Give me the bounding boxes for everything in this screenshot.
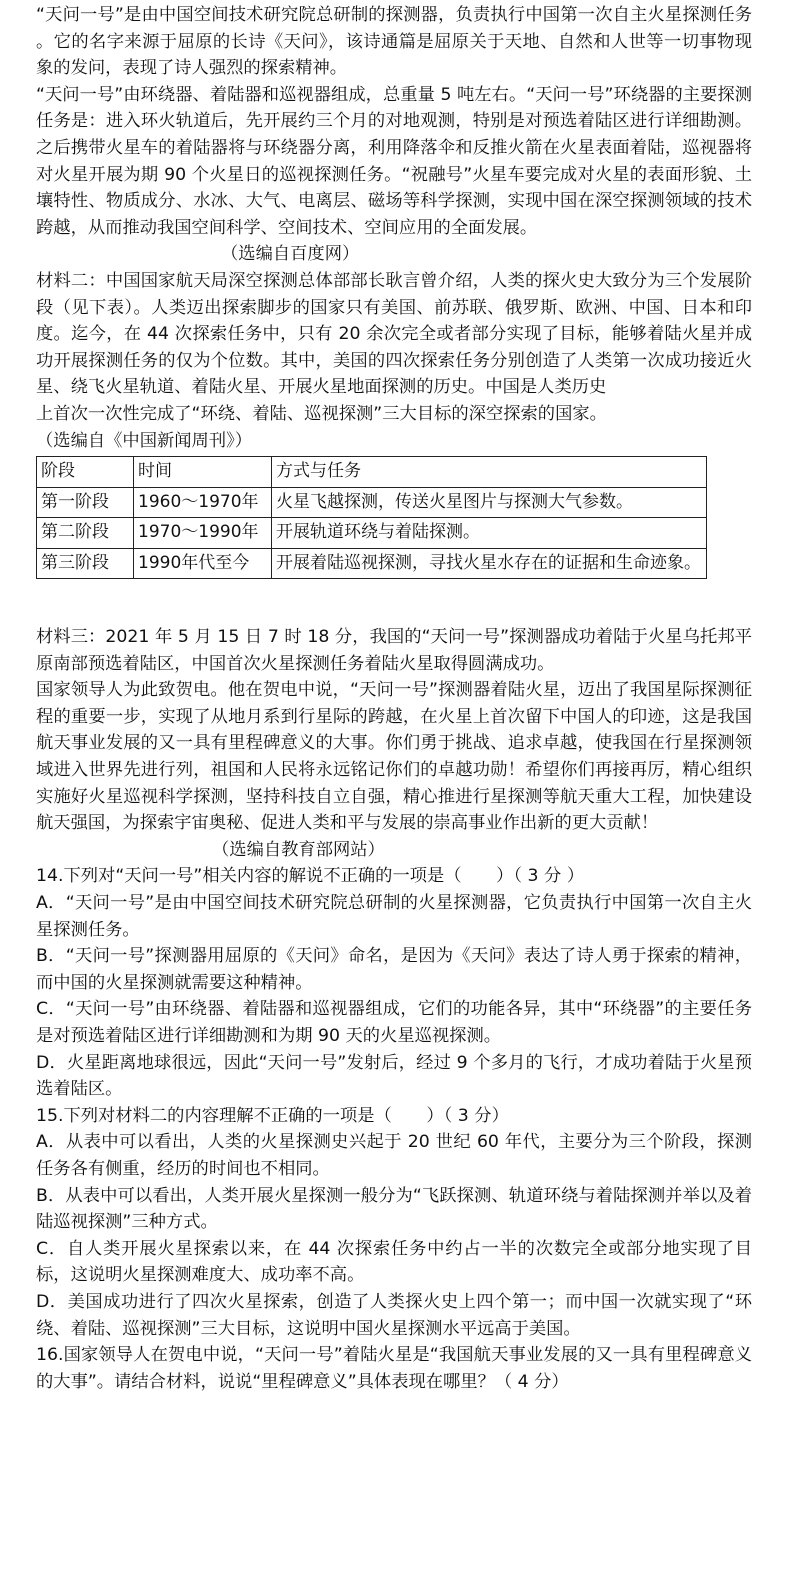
question-14-option-a: A．“天问一号”是由中国空间技术研究院总研制的火星探测器，它负责执行中国第一次自主火星探测任务。 — [36, 893, 752, 940]
material3-paragraph-2: 国家领导人为此致贺电。他在贺电中说，“天问一号”探测器着陆火星，迈出了我国星际探测征程的重要一步，实现了从地月系到行星际的跨越，在火星上首次留下中国人的印迹，这是我国航天事业发展的又一具有里程碑意义的大事。你们勇于挑战、追求卓越，使我国在行星探测领域进入世界先进行列，祖国和人民将永远铭记你们的卓越功勋！希望你们再接再厉，精心组织实施好火星巡视科学探测，坚持科技自立自强，精心推进行星探测等航天重大工程，加快建设航天强国，为探索宇宙奥秘、促进人类和平与发展的崇高事业作出新的更大贡献！ — [36, 680, 752, 834]
material2-paragraph-1: 材料二：中国国家航天局深空探测总体部部长耿言曾介绍，人类的探火史大致分为三个发展阶段（见下表）。人类迈出探索脚步的国家只有美国、前苏联、俄罗斯、欧洲、中国、日本和印度。迄今，在 44 次探索任务中，只有 20 余次完全或者部分实现了目标，能够着陆火星并成功开展探测任务的仅为个位数。其中，美国的四次探索任务分别创造了人类第一次成功接近火星、绕飞火星轨道、着陆火星、开展火星地面探测的历史。中国是人类历史 — [36, 270, 752, 398]
table-cell: 开展轨道环绕与着陆探测。 — [272, 518, 707, 549]
question-14-option-b: B．“天问一号”探测器用屈原的《天问》命名，是因为《天问》表达了诗人勇于探索的精神，而中国的火星探测就需要这种精神。 — [36, 946, 752, 993]
question-15-option-d: D．美国成功进行了四次火星探索，创造了人类探火史上四个第一；而中国一次就实现了“环绕、着陆、巡视探测”三大目标，这说明中国火星探测水平远高于美国。 — [36, 1291, 752, 1339]
mars-exploration-stages-table — [36, 456, 707, 579]
question-15-option-a: A．从表中可以看出，人类的火星探测史兴起于 20 世纪 60 年代，主要分为三个阶段，探测任务各有侧重，经历的时间也不相同。 — [36, 1132, 752, 1179]
document-page — [36, 2, 752, 1395]
spacer — [36, 579, 752, 624]
table-cell: 开展着陆巡视探测，寻找火星水存在的证据和生命迹象。 — [272, 548, 707, 579]
question-15-option-c: C．自人类开展火星探索以来，在 44 次探索任务中约占一半的次数完全或部分地实现了目标，这说明火星探测难度大、成功率不高。 — [36, 1238, 752, 1286]
question-14-option-c: C．“天问一号”由环绕器、着陆器和巡视器组成，它们的功能各异，其中“环绕器”的主要任务是对预选着陆区进行详细勘测和为期 90 天的火星巡视探测。 — [36, 999, 752, 1046]
question-16-stem: 16.国家领导人在贺电中说，“天问一号”着陆火星是“我国航天事业发展的又一具有里程碑意义的大事”。请结合材料，说说“里程碑意义”具体表现在哪里？（ 4 分） — [36, 1345, 752, 1392]
question-14-option-d: D．火星距离地球很远，因此“天问一号”发射后，经过 9 个多月的飞行，才成功着陆于火星预选着陆区。 — [36, 1052, 752, 1100]
table-header-cell: 时间 — [134, 457, 272, 488]
question-14-stem: 14.下列对“天问一号”相关内容的解说不正确的一项是（ ）（ 3 分 ） — [36, 866, 585, 887]
table-header-cell: 阶段 — [37, 457, 134, 488]
material3-paragraph-1: 材料三：2021 年 5 月 15 日 7 时 18 分，我国的“天问一号”探测器成功着陆于火星乌托邦平原南部预选着陆区，中国首次火星探测任务着陆火星取得圆满成功。 — [36, 627, 752, 674]
table-row — [37, 487, 707, 518]
table-header-cell: 方式与任务 — [272, 457, 707, 488]
table-cell: 第三阶段 — [37, 548, 134, 579]
material1-paragraph-1: “天问一号”是由中国空间技术研究院总研制的探测器，负责执行中国第一次自主火星探测任务 。它的名字来源于屈原的长诗《天问》，该诗通篇是屈原关于天地、自然和人世等一切事物现象的发问，表现了诗人强烈的探索精神。 — [36, 5, 752, 79]
material1-source: （选编自百度网） — [221, 244, 360, 265]
material3-source: （选编自教育部网站） — [212, 839, 385, 860]
table-cell: 火星飞越探测，传送火星图片与探测大气参数。 — [272, 487, 707, 518]
question-15-stem: 15.下列对材料二的内容理解不正确的一项是（ ）（ 3 分） — [36, 1105, 509, 1126]
table-cell: 第二阶段 — [37, 518, 134, 549]
question-15-option-b: B．从表中可以看出，人类开展火星探测一般分为“飞跃探测、轨道环绕与着陆探测并举以及着陆巡视探测”三种方式。 — [36, 1185, 752, 1233]
table-cell: 1990年代至今 — [134, 548, 272, 579]
material2-source: （选编自《中国新闻周刊》） — [36, 430, 253, 451]
material1-paragraph-2: “天问一号”由环绕器、着陆器和巡视器组成，总重量 5 吨左右。“天问一号”环绕器的主要探测任务是：进入环火轨道后，先开展约三个月的对地观测，特别是对预选着陆区进行详细勘测。之后携带火星车的着陆器将与环绕器分离，利用降落伞和反推火箭在火星表面着陆，巡视器将对火星开展为期 90 个火星日的巡视探测任务。“祝融号”火星车要完成对火星的表面形貌、土壤特性、物质成分、水冰、大气、电离层、磁场等科学探测，实现中国在深空探测领域的技术跨越，从而推动我国空间科学、空间技术、空间应用的全面发展。 — [36, 84, 752, 238]
table-header-row — [37, 457, 707, 488]
material2-paragraph-2: 上首次一次性完成了“环绕、着陆、巡视探测”三大目标的深空探索的国家。 — [36, 403, 607, 424]
table-row — [37, 548, 707, 579]
table-cell: 1970～1990年 — [134, 518, 272, 549]
table-row — [37, 518, 707, 549]
table-cell: 1960～1970年 — [134, 487, 272, 518]
table-cell: 第一阶段 — [37, 487, 134, 518]
